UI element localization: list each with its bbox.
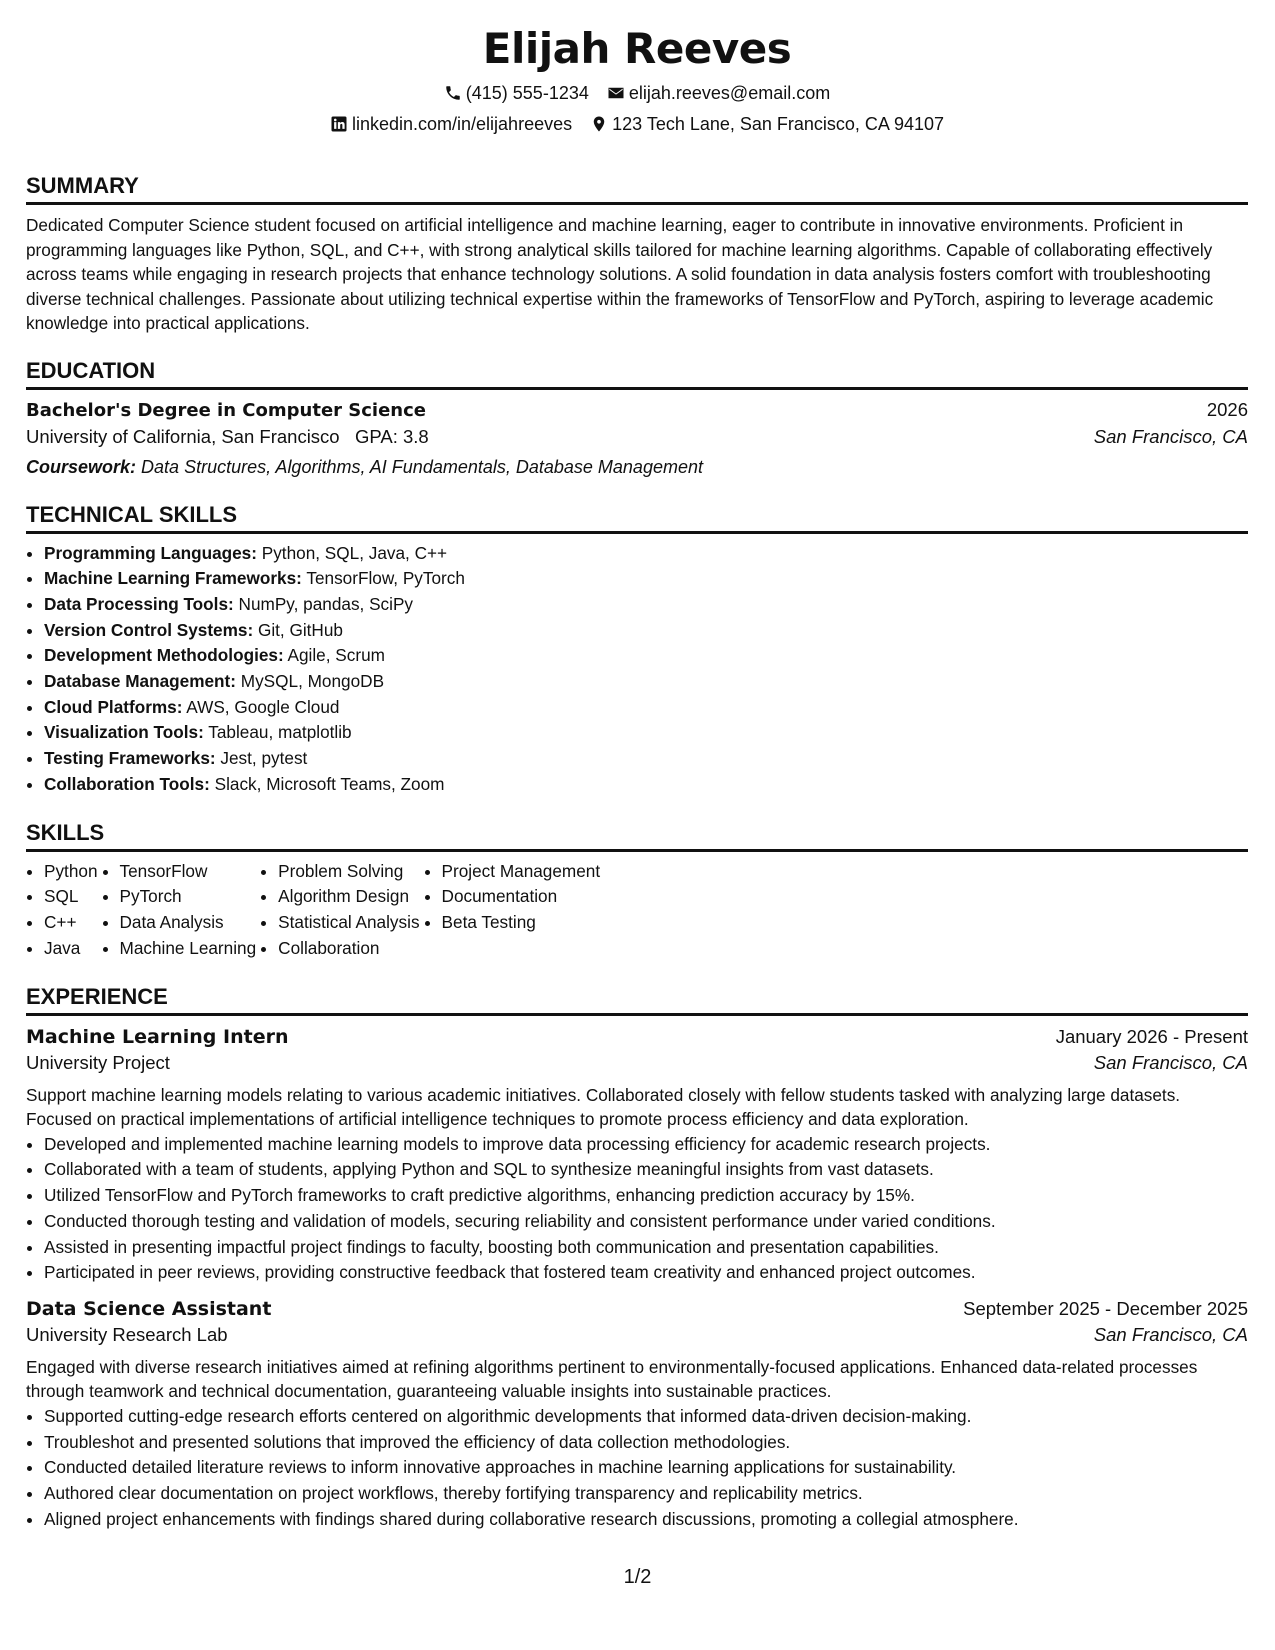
- job-subheader: [26, 1322, 1248, 1348]
- education-location: San Francisco, CA: [1093, 425, 1248, 447]
- job-organization: University Research Lab: [26, 1323, 228, 1345]
- job-location: San Francisco, CA: [1093, 1323, 1248, 1345]
- job-bullet: • Assisted in presenting impactful project findings to faculty, boosting both communication and presentation capabilities.: [44, 1235, 1248, 1261]
- job-description: Engaged with diverse research initiatives aimed at refining algorithms pertinent to environmentally-focused applications. Enhanced data-related processes through teamwork and technical documentation, guaranteeing valuable insights into sustainable practices.: [26, 1356, 1198, 1402]
- coursework-line: [26, 454, 1248, 480]
- contact-phone: [444, 82, 589, 104]
- technical-skill-value: Agile, Scrum: [287, 645, 385, 666]
- job-bullet: • Participated in peer reviews, providing constructive feedback that fostered team creativity and enhanced project outcomes.: [44, 1260, 1248, 1286]
- technical-skill-label: Cloud Platforms:: [44, 696, 183, 717]
- technical-skill-item: [44, 618, 1248, 644]
- job-bullets: [26, 1132, 1248, 1286]
- job-bullet: • Supported cutting-edge research efforts centered on algorithmic developments that informed data-driven decision-making.: [44, 1404, 1248, 1430]
- experience-entry: [26, 1296, 1248, 1533]
- job-title: Machine Learning Intern: [26, 1025, 289, 1048]
- skill-item: • Documentation: [442, 884, 601, 910]
- school-line: [26, 424, 429, 450]
- job-bullet: • Utilized TensorFlow and PyTorch frameworks to craft predictive algorithms, enhancing prediction accuracy by 15%.: [44, 1183, 1248, 1209]
- contact-linkedin[interactable]: [330, 113, 572, 135]
- technical-skills-list: [26, 541, 1248, 798]
- job-bullet: • Developed and implemented machine learning models to improve data processing efficiency for academic research projects.: [44, 1132, 1248, 1158]
- map-pin-icon: [590, 115, 608, 133]
- linkedin-icon: [330, 115, 348, 133]
- technical-skill-value: TensorFlow, PyTorch: [306, 568, 465, 589]
- section-title-summary: SUMMARY: [26, 173, 1248, 205]
- job-title: Data Science Assistant: [26, 1297, 272, 1320]
- job-bullets: [26, 1404, 1248, 1533]
- skills-column: [26, 859, 98, 962]
- job-description: Support machine learning models relating to various academic initiatives. Collaborated closely with fellow students tasked with analyzing large datasets. Focused on practical implementations of artificial intelligence techniques to promote process efficiency and data exploration.: [26, 1084, 1181, 1130]
- job-bullet: • Authored clear documentation on project workflows, thereby fortifying transparency and replicability metrics.: [44, 1481, 1248, 1507]
- skill-item: • C++: [44, 910, 98, 936]
- technical-skill-label: Machine Learning Frameworks:: [44, 568, 302, 589]
- skill-item: • Statistical Analysis: [278, 910, 419, 936]
- technical-skill-item: [44, 592, 1248, 618]
- technical-skill-label: Testing Frameworks:: [44, 748, 216, 769]
- school-name: University of California, San Francisco: [26, 425, 340, 447]
- summary-text: Dedicated Computer Science student focused on artificial intelligence and machine learning, eager to contribute in innovative environments. Proficient in programming languages like Python, SQL, and C++, with strong analytical skills tailored for machine learning algorithms. Capable of collaborating effectively across teams while engaging in research projects that enhance technology solutions. A solid foundation in data analysis fosters comfort with troubleshooting diverse technical challenges. Passionate about utilizing technical expertise within the frameworks of TensorFlow and PyTorch, aspiring to leverage academic knowledge into practical applications.: [26, 215, 1214, 333]
- technical-skill-value: Jest, pytest: [220, 748, 308, 769]
- education-row-2: [26, 424, 1248, 450]
- phone-icon: [444, 84, 462, 102]
- graduation-year: 2026: [1206, 398, 1248, 420]
- section-title-education: EDUCATION: [26, 358, 1248, 390]
- contact-line-primary: [26, 82, 1248, 104]
- technical-skill-item: [44, 643, 1248, 669]
- technical-skill-value: Git, GitHub: [257, 619, 343, 640]
- contact-email[interactable]: [607, 82, 830, 104]
- experience-list: [26, 1024, 1248, 1533]
- technical-skill-item: [44, 566, 1248, 592]
- technical-skill-label: Data Processing Tools:: [44, 593, 234, 614]
- page-number: 1/2: [623, 1566, 652, 1588]
- technical-skill-value: Slack, Microsoft Teams, Zoom: [214, 773, 445, 794]
- skill-item: • PyTorch: [120, 884, 257, 910]
- technical-skill-value: NumPy, pandas, SciPy: [238, 593, 414, 614]
- skill-item: • Java: [44, 936, 98, 962]
- technical-skill-value: MySQL, MongoDB: [240, 671, 385, 692]
- technical-skill-value: Tableau, matplotlib: [208, 722, 352, 743]
- job-header: [26, 1024, 1248, 1050]
- technical-skill-item: [44, 541, 1248, 567]
- technical-skill-value: AWS, Google Cloud: [186, 696, 340, 717]
- skill-item: • TensorFlow: [120, 859, 257, 885]
- resume-header: [26, 22, 1248, 135]
- coursework-list: Data Structures, Algorithms, AI Fundamentals, Database Management: [141, 456, 703, 477]
- skill-item: • Project Management: [442, 859, 601, 885]
- degree-name: Bachelor's Degree in Computer Science: [26, 399, 426, 421]
- job-dates: September 2025 - December 2025: [963, 1297, 1248, 1319]
- job-dates: January 2026 - Present: [1055, 1025, 1248, 1047]
- skill-item: • Machine Learning: [120, 936, 257, 962]
- skill-item: • Algorithm Design: [278, 884, 419, 910]
- skill-item: • Collaboration: [278, 936, 419, 962]
- job-location: San Francisco, CA: [1093, 1051, 1248, 1073]
- job-subheader: [26, 1050, 1248, 1076]
- job-bullet: • Collaborated with a team of students, applying Python and SQL to synthesize meaningful insights from vast datasets.: [44, 1157, 1248, 1183]
- job-bullet: • Aligned project enhancements with findings shared during collaborative research discussions, promoting a collegial atmosphere.: [44, 1507, 1248, 1533]
- skills-column: [102, 859, 257, 962]
- contact-address: [590, 113, 944, 135]
- email-address: elijah.reeves@email.com: [628, 83, 831, 103]
- contact-line-secondary: [26, 113, 1248, 135]
- section-title-skills: SKILLS: [26, 820, 1248, 852]
- technical-skill-item: [44, 695, 1248, 721]
- skills-columns: [26, 859, 1248, 962]
- skills-column: [424, 859, 601, 962]
- skill-item: • Python: [44, 859, 98, 885]
- technical-skill-label: Collaboration Tools:: [44, 773, 210, 794]
- section-title-experience: EXPERIENCE: [26, 984, 1248, 1016]
- technical-skill-item: [44, 772, 1248, 798]
- skill-item: • Data Analysis: [120, 910, 257, 936]
- job-bullet: • Troubleshot and presented solutions that improved the efficiency of data collection methodologies.: [44, 1430, 1248, 1456]
- section-title-technical-skills: TECHNICAL SKILLS: [26, 502, 1248, 534]
- job-organization: University Project: [26, 1051, 170, 1073]
- gpa: GPA: 3.8: [355, 425, 429, 447]
- technical-skill-item: [44, 720, 1248, 746]
- job-bullet: • Conducted thorough testing and validation of models, securing reliability and consistent performance under varied conditions.: [44, 1209, 1248, 1235]
- education-row-1: [26, 398, 1248, 424]
- technical-skill-item: [44, 669, 1248, 695]
- experience-entry: [26, 1024, 1248, 1286]
- skill-item: • Beta Testing: [442, 910, 601, 936]
- education-entry: [26, 398, 1248, 480]
- envelope-icon: [607, 84, 625, 102]
- phone-number: (415) 555-1234: [465, 83, 589, 103]
- job-header: [26, 1296, 1248, 1322]
- technical-skill-label: Database Management:: [44, 671, 236, 692]
- job-bullet: • Conducted detailed literature reviews to inform innovative approaches in machine learning applications for sustainability.: [44, 1455, 1248, 1481]
- technical-skill-label: Programming Languages:: [44, 542, 257, 563]
- technical-skill-label: Visualization Tools:: [44, 722, 204, 743]
- resume-page: [26, 22, 1248, 1532]
- technical-skill-label: Development Methodologies:: [44, 645, 284, 666]
- technical-skill-item: [44, 746, 1248, 772]
- address-text: 123 Tech Lane, San Francisco, CA 94107: [612, 114, 945, 134]
- candidate-name: Elijah Reeves: [482, 24, 792, 73]
- linkedin-url: linkedin.com/in/elijahreeves: [351, 114, 573, 134]
- coursework-label: Coursework:: [26, 456, 137, 477]
- technical-skill-value: Python, SQL, Java, C++: [261, 542, 448, 563]
- technical-skill-label: Version Control Systems:: [44, 619, 254, 640]
- skill-item: • Problem Solving: [278, 859, 419, 885]
- skills-column: [260, 859, 419, 962]
- skill-item: • SQL: [44, 884, 98, 910]
